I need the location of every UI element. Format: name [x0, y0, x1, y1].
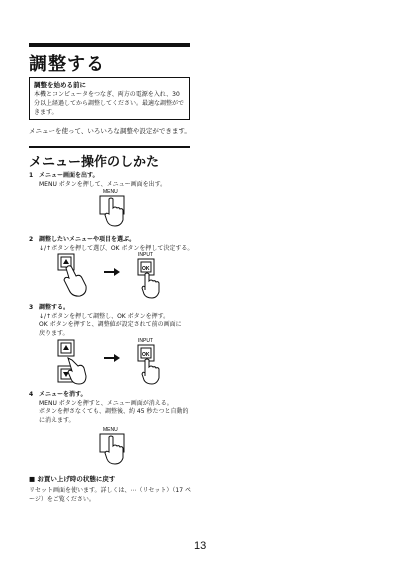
step-head: 調整したいメニューや項目を選ぶ。: [39, 236, 136, 243]
step-number: 2: [29, 236, 34, 243]
step-line: 戻ります。: [39, 329, 69, 337]
step-head: 調整する。: [39, 304, 70, 311]
ok-label: OK: [142, 266, 150, 272]
page-number: 13: [194, 540, 207, 552]
step-3: [29, 304, 199, 338]
section-title: メニュー操作のしかた: [29, 155, 160, 170]
ok-label: OK: [142, 352, 150, 358]
step-line: OK ボタンを押すと、調整値が設定されて前の画面に: [39, 321, 182, 328]
right-arrow-icon: [104, 354, 120, 362]
step-line: ↓/↑ボタンを押して選び、OK ボタンを押して決定する。: [39, 244, 194, 252]
input-label: INPUT: [138, 252, 153, 258]
input-label: INPUT: [138, 338, 153, 344]
step-line: に消えます。: [39, 416, 75, 424]
step-line: ↓/↑ボタンを押して調整し、OK ボタンを押す。: [39, 312, 170, 320]
step-head: メニューを消す。: [39, 391, 87, 398]
menu-label: MENU: [103, 427, 118, 433]
step-line: MENU ボタンを押して、メニュー画面を出す。: [39, 180, 167, 188]
note-title: 調整を始める前に: [34, 81, 86, 89]
menu-button-illustration: [95, 186, 135, 230]
menu-button-illustration: [95, 424, 135, 468]
page-title: 調整する: [29, 54, 105, 75]
right-arrow-icon: [104, 268, 120, 276]
adjust-buttons-illustration: [56, 336, 166, 388]
note-box: [29, 77, 190, 120]
note-body: 本機とコンピュータをつなぎ、両方の電源を入れ、30分以上経過してから調整してください。最適な調整ができます。: [34, 91, 185, 116]
select-buttons-illustration: [56, 250, 166, 300]
step-number: 1: [29, 172, 34, 179]
reset-title: ■ お買い上げ時の状態に戻す: [29, 475, 116, 483]
step-number: 4: [29, 391, 34, 398]
step-4: [29, 391, 199, 425]
step-line: MENU ボタンを押すと、メニュー画面が消える。: [39, 399, 173, 407]
step-number: 3: [29, 304, 34, 311]
pressing-hand-icon: [64, 266, 86, 296]
section-rule: [29, 146, 190, 148]
intro-text: メニューを使って、いろいろな調整や設定ができます。: [29, 127, 191, 135]
menu-label: MENU: [103, 189, 118, 195]
pressing-hand-icon: [142, 273, 159, 298]
step-head: メニュー画面を出す。: [39, 172, 99, 179]
step-line: ボタンを押さなくても、調整後、約 45 秒たつと自動的: [39, 408, 189, 415]
reset-body: リセット画面を使います。詳しくは、⋯（リセット）（17 ページ）をご覧ください。: [29, 487, 191, 503]
top-rule: [29, 43, 190, 47]
pressing-hand-icon: [142, 359, 159, 384]
